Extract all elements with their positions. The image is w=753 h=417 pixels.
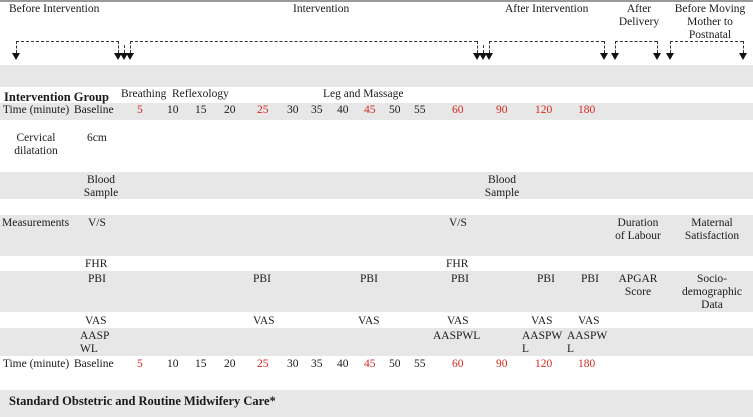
time-point-5: 5 [137,358,143,370]
time-point-120: 120 [535,358,553,370]
time-point-20: 20 [224,358,236,370]
socio-demographic-data: Socio-demographic Data [681,273,743,311]
aaspwl-60: AASPWL [433,330,481,342]
blood-sample-60: Blood Sample [484,174,520,199]
duration-of-labour: Duration of Labour [615,217,661,242]
vas-25: VAS [253,315,275,327]
time-point-30: 30 [287,104,299,116]
time-point-25: 25 [257,104,269,116]
intervention-group-label: Intervention Group [4,90,109,104]
vas-180: VAS [578,315,600,327]
time-point-40: 40 [337,104,349,116]
time-point-15: 15 [195,358,207,370]
time-point-60: 60 [452,358,464,370]
fhr-60: FHR [446,258,469,270]
time-point-55: 55 [414,358,426,370]
leg-massage-label: Leg and Massage [323,88,404,100]
time-point-35: 35 [311,104,323,116]
top-rule [0,0,753,2]
fhr-baseline: FHR [85,258,108,270]
band-blank [0,65,753,87]
phase-before-moving: Before Moving Mother to Postnatal [674,3,746,41]
time-point-15: 15 [195,104,207,116]
time-point-20: 20 [224,104,236,116]
standard-care-label: Standard Obstetric and Routine Midwifery Care* [9,394,276,408]
baseline-label-bottom: Baseline [74,358,114,370]
time-point-50: 50 [389,104,401,116]
reflexology-label: Reflexology [172,88,229,100]
time-point-10: 10 [167,104,179,116]
apgar-score: APGAR Score [618,273,658,298]
pbi-120: PBI [537,273,555,285]
time-point-25: 25 [257,358,269,370]
vas-baseline: VAS [85,315,107,327]
pbi-180: PBI [581,273,599,285]
time-point-5: 5 [137,104,143,116]
cervical-value: 6cm [87,132,107,144]
time-label-top: Time (minute) [2,104,70,116]
time-point-120: 120 [535,104,553,116]
time-point-90: 90 [496,358,508,370]
cervical-label: Cervical dilatation [14,132,58,157]
phase-intervention: Intervention [293,3,350,15]
pbi-baseline: PBI [88,273,106,285]
vs-baseline: V/S [88,217,106,229]
time-point-60: 60 [452,104,464,116]
vas-60: VAS [447,315,469,327]
time-point-55: 55 [414,104,426,116]
vas-45: VAS [358,315,380,327]
time-point-180: 180 [578,358,596,370]
time-point-180: 180 [578,104,596,116]
measurements-label: Measurements [2,217,70,229]
time-point-10: 10 [167,358,179,370]
maternal-satisfaction: Maternal Satisfaction [684,217,740,242]
time-point-45: 45 [364,104,376,116]
pbi-60: PBI [451,273,469,285]
baseline-label-top: Baseline [74,104,114,116]
time-point-45: 45 [364,358,376,370]
time-point-90: 90 [496,104,508,116]
time-point-30: 30 [287,358,299,370]
phase-before-intervention: Before Intervention [9,3,100,15]
pbi-25: PBI [253,273,271,285]
phase-after-intervention: After Intervention [505,3,589,15]
blood-sample-baseline: Blood Sample [83,174,119,199]
time-point-35: 35 [311,358,323,370]
vas-120: VAS [531,315,553,327]
time-point-50: 50 [389,358,401,370]
time-label-bottom: Time (minute) [2,358,70,370]
aaspwl-120: AASPW L [522,330,563,355]
pbi-45: PBI [360,273,378,285]
vs-60: V/S [449,217,467,229]
time-point-40: 40 [337,358,349,370]
aaspwl-baseline: AASP WL [80,330,109,355]
breathing-label: Breathing [121,88,167,100]
aaspwl-180: AASPW L [567,330,608,355]
phase-after-delivery: After Delivery [618,3,660,28]
